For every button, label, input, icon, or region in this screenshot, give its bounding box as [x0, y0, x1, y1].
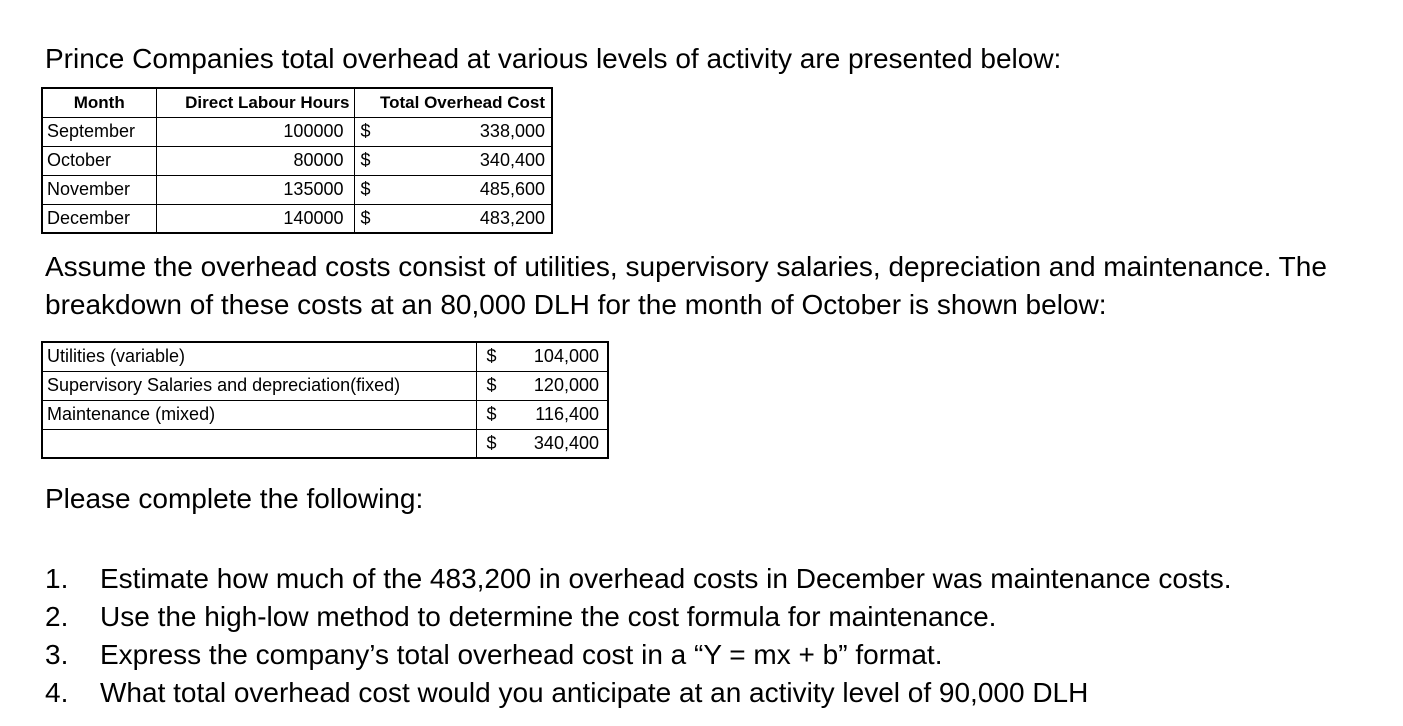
cost-value: 338,000 [479, 121, 545, 141]
question-text: What total overhead cost would you anticipate at an activity level of 90,000 DLH [100, 677, 1089, 708]
table-row-total [42, 429, 608, 458]
dlh-value: 100000 [283, 121, 344, 141]
cost-value: 485,600 [479, 179, 545, 199]
table-row [42, 146, 552, 175]
table-row [42, 204, 552, 233]
cost-item-label: Supervisory Salaries and depreciation(fixed) [42, 371, 476, 400]
cost-amount: 120,000 [533, 375, 599, 395]
dlh-cell [156, 204, 354, 233]
column-header-cost: Total Overhead Cost [354, 88, 552, 117]
currency-symbol: $ [486, 374, 497, 395]
table-row [42, 117, 552, 146]
dlh-cell [156, 117, 354, 146]
assumption-line-1: Assume the overhead costs consist of utilities, supervisory salaries, depreciation and maintenance. The [45, 251, 1327, 282]
cost-cell [354, 175, 552, 204]
dlh-cell [156, 146, 354, 175]
cost-cell [354, 146, 552, 175]
question-number: 3. [45, 639, 69, 670]
table-header-row [42, 88, 552, 117]
question-number: 1. [45, 563, 69, 594]
question-text: Use the high-low method to determine the cost formula for maintenance. [100, 601, 997, 632]
instructions-heading: Please complete the following: [45, 483, 424, 514]
question-list [45, 560, 1231, 712]
cost-item-label: Utilities (variable) [42, 342, 476, 371]
currency-symbol: $ [486, 432, 497, 453]
table-row [42, 400, 608, 429]
column-header-month: Month [42, 88, 156, 117]
list-item [45, 560, 1231, 598]
dlh-value: 135000 [283, 179, 344, 199]
list-item [45, 674, 1231, 712]
question-text: Estimate how much of the 483,200 in overhead costs in December was maintenance costs. [100, 563, 1232, 594]
cost-amount: 116,400 [535, 404, 599, 424]
currency-symbol: $ [360, 178, 371, 199]
table-row [42, 175, 552, 204]
month-cell: September [42, 117, 156, 146]
overhead-activity-table [41, 87, 553, 234]
question-text: Express the company’s total overhead cost in a “Y = mx + b” format. [100, 639, 943, 670]
table-row [42, 342, 608, 371]
assumption-line-2: breakdown of these costs at an 80,000 DLH for the month of October is shown below: [45, 289, 1107, 320]
dlh-value: 140000 [283, 207, 344, 228]
cost-cell [354, 204, 552, 233]
cost-amount-cell [476, 429, 608, 458]
cost-item-label: Maintenance (mixed) [42, 400, 476, 429]
cost-amount-cell [476, 400, 608, 429]
question-number: 2. [45, 601, 69, 632]
assumption-paragraph [45, 248, 1327, 324]
question-number: 4. [45, 677, 69, 708]
cost-amount-cell [476, 371, 608, 400]
currency-symbol: $ [486, 403, 497, 424]
month-cell: October [42, 146, 156, 175]
cost-cell [354, 117, 552, 146]
currency-symbol: $ [360, 120, 371, 141]
cost-amount-cell [476, 342, 608, 371]
table-row [42, 371, 608, 400]
dlh-value: 80000 [293, 150, 344, 170]
month-cell: November [42, 175, 156, 204]
list-item [45, 598, 1231, 636]
cost-value: 340,400 [479, 150, 545, 170]
cost-value: 483,200 [479, 207, 545, 228]
cost-item-label [42, 429, 476, 458]
month-cell: December [42, 204, 156, 233]
dlh-cell [156, 175, 354, 204]
cost-breakdown-table [41, 341, 609, 459]
cost-amount: 340,400 [533, 432, 599, 453]
currency-symbol: $ [486, 346, 497, 366]
currency-symbol: $ [360, 207, 371, 228]
list-item [45, 636, 1231, 674]
currency-symbol: $ [360, 149, 371, 170]
intro-text: Prince Companies total overhead at various levels of activity are presented below: [45, 43, 1062, 74]
cost-amount: 104,000 [533, 346, 599, 367]
column-header-dlh: Direct Labour Hours [156, 88, 354, 117]
